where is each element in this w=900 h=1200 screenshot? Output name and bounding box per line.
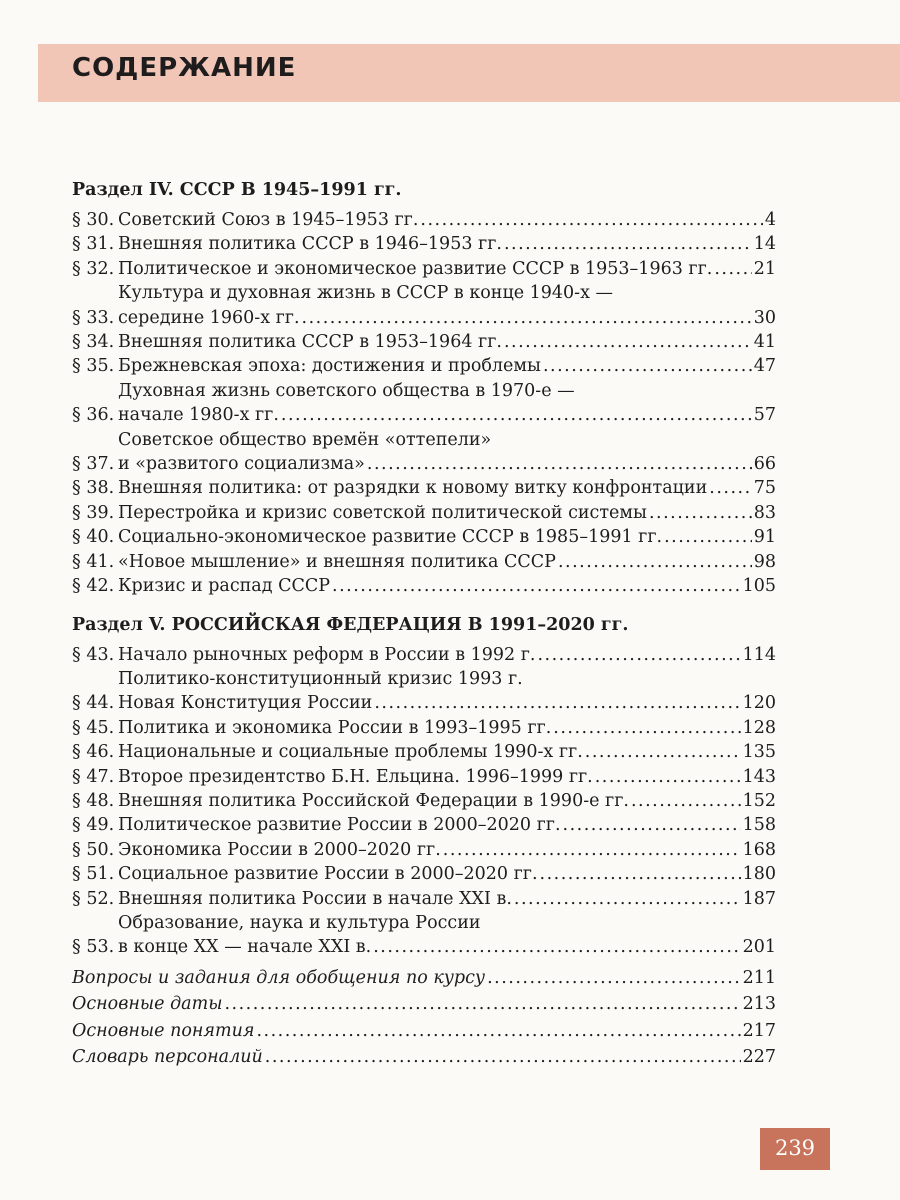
entry-page: 211 [742,967,776,988]
paragraph-number: § 45. [72,717,115,738]
page-title: СОДЕРЖАНИЕ [72,53,297,83]
entry-page: 66 [753,454,776,475]
entry-page: 75 [753,478,776,499]
paragraph-number: § 35. [72,356,115,377]
toc-entry[interactable] [72,862,776,886]
dot-leader [504,330,752,354]
dot-leader [595,765,741,789]
entry-page: 201 [742,937,776,958]
paragraph-number: § 41. [72,551,115,572]
toc-entry[interactable] [72,667,776,716]
paragraph-number: § 36. [72,405,115,426]
entry-page: 158 [742,815,776,836]
dot-leader [487,966,741,990]
paragraph-number: § 33. [72,307,115,328]
paragraph-number: § 34. [72,332,115,353]
toc-entry[interactable] [72,911,776,960]
paragraph-number: § 31. [72,234,115,255]
entry-page: 168 [742,839,776,860]
entry-page: 57 [753,405,776,426]
dot-leader [537,643,740,667]
entry-title: Внешняя политика России в начале XXI в. [118,888,512,909]
entry-page: 83 [753,502,776,523]
entry-title: Политико-конституционный кризис 1993 г. [118,668,523,689]
paragraph-number: § 52. [72,888,115,909]
entry-title: Вопросы и задания для обобщения по курсу [72,967,486,988]
toc-entry[interactable] [72,232,776,256]
toc-entry[interactable] [72,574,776,598]
entry-title: Начало рыночных реформ в России в 1992 г. [118,644,536,665]
dot-leader [585,740,741,764]
entry-title: Образование, наука и культура России [118,912,481,933]
dot-leader [224,992,740,1016]
entry-title: «Новое мышление» и внешняя политика СССР [118,551,556,572]
entry-title: в конце XX — начале XXI в. [118,937,372,958]
dot-leader [631,789,741,813]
toc-entry[interactable] [72,643,776,667]
toc-entry[interactable] [72,716,776,740]
paragraph-number: § 44. [72,693,115,714]
entry-title: Внешняя политика Российской Федерации в 1990-е гг. [118,790,629,811]
section-heading: Раздел V. РОССИЙСКАЯ ФЕДЕРАЦИЯ В 1991–2020 гг. [72,614,629,635]
dot-leader [302,306,752,330]
dot-leader [504,232,752,256]
entry-title: Политическое развитие России в 2000–2020 гг. [118,815,561,836]
dot-leader [563,813,741,837]
entry-title: Второе президентство Б.Н. Ельцина. 1996–1999 гг. [118,766,593,787]
entry-title: Духовная жизнь советского общества в 1970-е — [118,380,575,401]
dot-leader [514,887,741,911]
toc-extra-entry[interactable] [72,966,776,990]
dot-leader [332,574,741,598]
toc-extra-entry[interactable] [72,992,776,1016]
dot-leader [367,452,752,476]
entry-title: Политика и экономика России в 1993–1995 гг. [118,717,552,738]
entry-title: Экономика России в 2000–2020 гг. [118,839,441,860]
entry-page: 98 [753,551,776,572]
dot-leader [540,862,741,886]
entry-page: 135 [742,742,776,763]
entry-page: 41 [753,332,776,353]
dot-leader [420,208,762,232]
entry-title: Советский Союз в 1945–1953 гг. [118,210,419,230]
paragraph-number: § 38. [72,478,115,499]
paragraph-number: § 47. [72,766,115,787]
dot-leader [543,354,752,378]
entry-title: Советское общество времён «оттепели» [118,429,492,450]
dot-leader [553,716,740,740]
dot-leader [281,403,752,427]
dot-leader [664,525,752,549]
paragraph-number: § 51. [72,864,115,885]
entry-page: 105 [742,576,776,597]
entry-title: Внешняя политика СССР в 1953–1964 гг. [118,332,502,353]
paragraph-number: § 50. [72,839,115,860]
entry-title: Политическое и экономическое развитие СССР в 1953–1963 гг. [118,258,713,279]
paragraph-number: § 32. [72,258,115,279]
entry-page: 143 [742,766,776,787]
entry-page: 128 [742,717,776,738]
entry-page: 187 [742,888,776,909]
entry-title: Перестройка и кризис советской политической системы [118,502,647,523]
toc-entry[interactable] [72,476,776,500]
entry-title: начале 1980-х гг. [118,405,279,426]
entry-page: 21 [753,258,776,279]
dot-leader [256,1019,740,1043]
toc-entry[interactable] [72,838,776,862]
entry-page: 217 [742,1020,776,1041]
paragraph-number: § 37. [72,454,115,475]
paragraph-number: § 30. [72,210,115,230]
toc-extra-entry[interactable] [72,1019,776,1043]
entry-page: 120 [742,693,776,714]
entry-page: 152 [742,790,776,811]
toc-entry[interactable] [72,379,776,428]
entry-page: 30 [753,307,776,328]
entry-title: Кризис и распад СССР [118,576,331,597]
dot-leader [265,1045,741,1069]
entry-page: 14 [753,234,776,255]
entry-page: 47 [753,356,776,377]
paragraph-number: § 39. [72,502,115,523]
toc-entry[interactable] [72,281,776,330]
paragraph-number: § 42. [72,576,115,597]
toc-entry[interactable] [72,257,776,281]
toc-extra-entry[interactable] [72,1045,776,1069]
toc-entry[interactable] [72,887,776,911]
toc-entry[interactable] [72,765,776,789]
paragraph-number: § 43. [72,644,115,665]
section-heading: Раздел IV. СССР В 1945–1991 гг. [72,180,402,200]
dot-leader [709,476,751,500]
entry-title: Основные понятия [72,1020,255,1041]
toc-entry[interactable] [72,813,776,837]
entry-title: Новая Конституция России [118,693,373,714]
entry-title: и «развитого социализма» [118,454,365,475]
page-number: 239 [774,1136,816,1160]
dot-leader [558,550,752,574]
entry-title: Брежневская эпоха: достижения и проблемы [118,356,541,377]
entry-page: 91 [753,527,776,548]
paragraph-number: § 48. [72,790,115,811]
entry-title: Внешняя политика СССР в 1946–1953 гг. [118,234,502,255]
paragraph-number: § 53. [72,937,115,958]
entry-title: Внешняя политика: от разрядки к новому витку конфронтации [118,478,708,499]
entry-title: середине 1960-х гг. [118,307,300,328]
entry-title: Социально-экономическое развитие СССР в 1985–1991 гг. [118,527,663,548]
toc-entry[interactable] [72,501,776,525]
entry-title: Словарь персоналий [72,1047,263,1067]
entry-page: 213 [742,994,776,1015]
entry-title: Основные даты [72,994,223,1015]
dot-leader [374,691,740,715]
entry-title: Культура и духовная жизнь в СССР в конце 1940-х — [118,283,614,304]
toc-entry[interactable] [72,525,776,549]
paragraph-number: § 46. [72,742,115,763]
entry-page: 114 [742,644,776,665]
dot-leader [714,257,751,281]
dot-leader [373,935,740,959]
dot-leader [443,838,741,862]
table-of-contents [72,178,776,1069]
entry-title: Социальное развитие России в 2000–2020 гг. [118,864,538,885]
entry-title: Национальные и социальные проблемы 1990-х гг. [118,742,583,763]
toc-entry[interactable] [72,208,776,232]
entry-page: 227 [742,1047,776,1067]
paragraph-number: § 49. [72,815,115,836]
entry-page: 180 [742,864,776,885]
toc-entry[interactable] [72,354,776,378]
toc-entry[interactable] [72,740,776,764]
toc-entry[interactable] [72,789,776,813]
toc-entry[interactable] [72,428,776,477]
paragraph-number: § 40. [72,527,115,548]
entry-page: 4 [764,210,776,230]
toc-entry[interactable] [72,550,776,574]
dot-leader [649,501,752,525]
toc-entry[interactable] [72,330,776,354]
